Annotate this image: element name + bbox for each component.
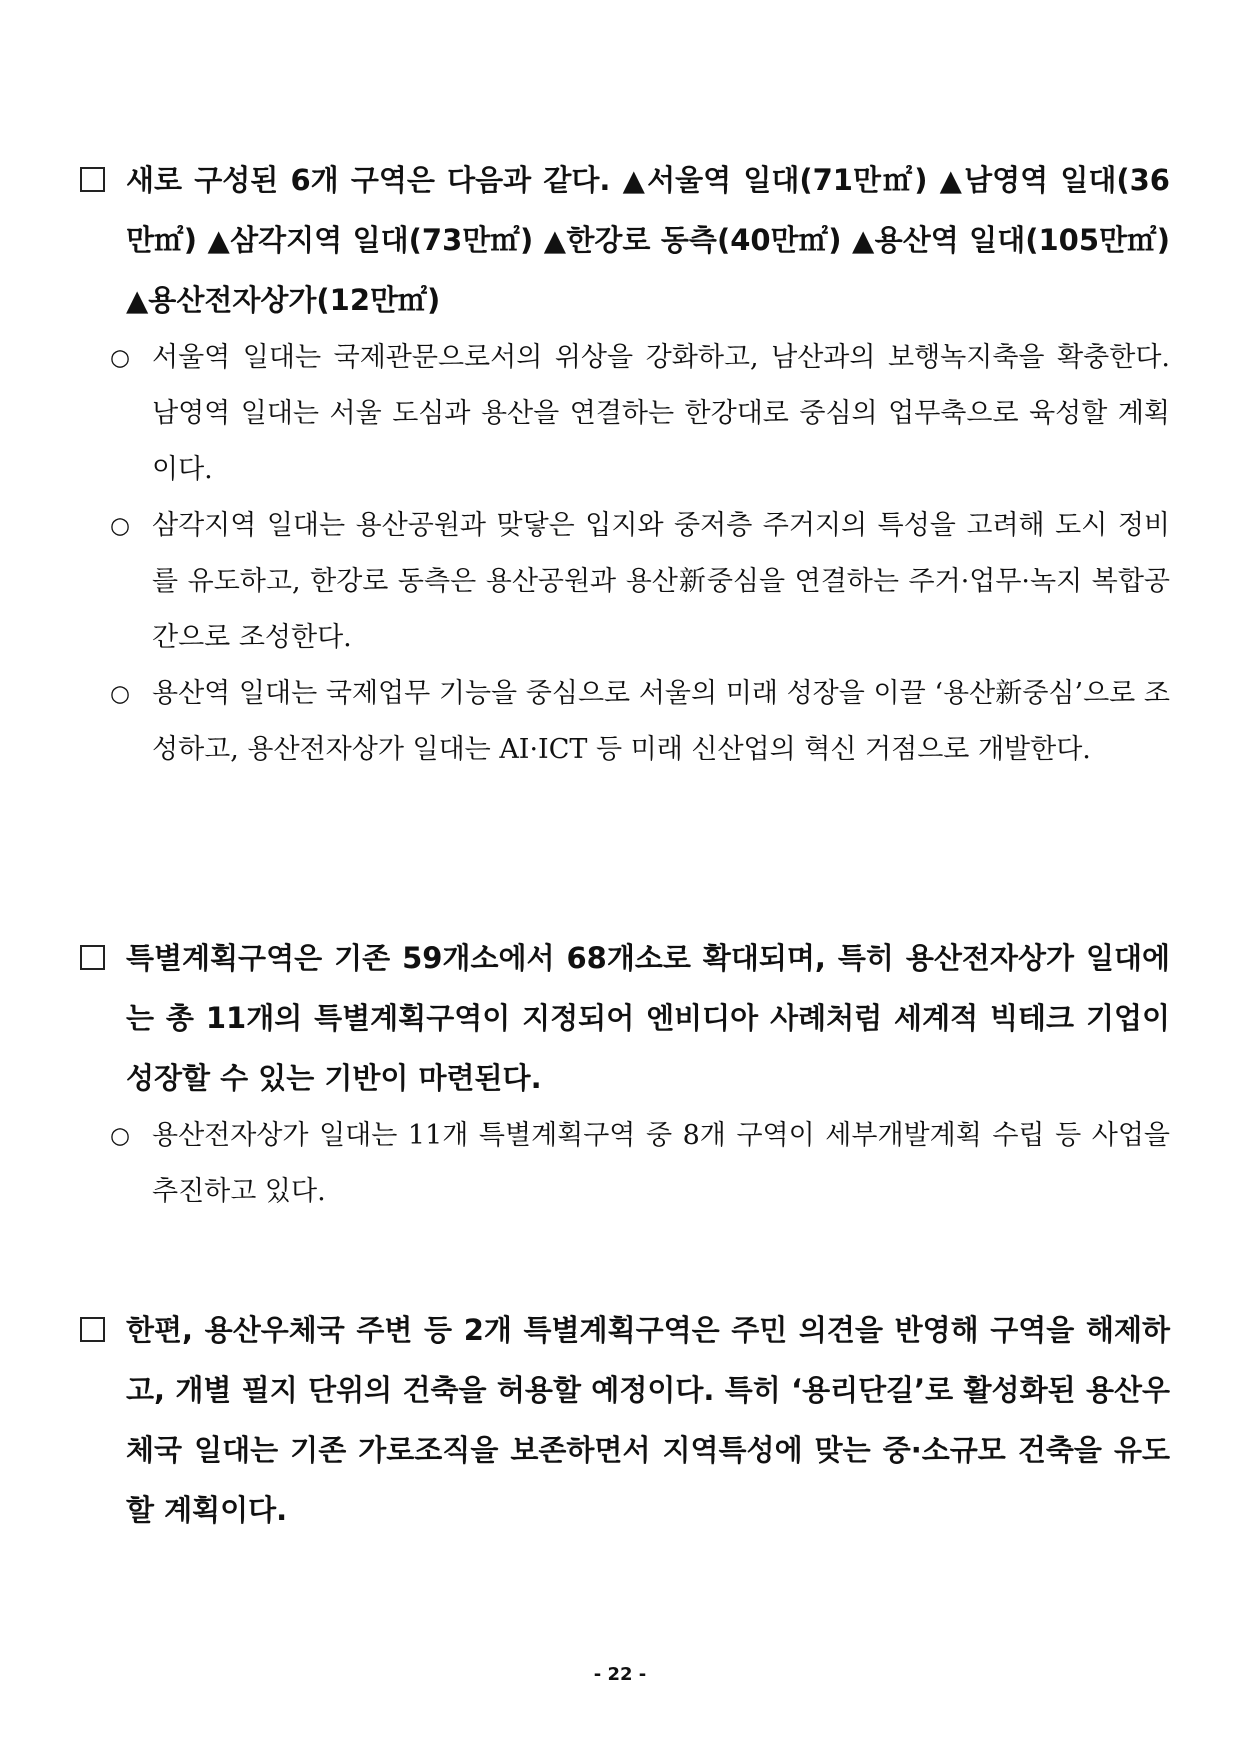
heading-text: 특별계획구역은 기존 59개소에서 68개소로 확대되며, 특히 용산전자상가 일대에는 총 11개의 특별계획구역이 지정되어 엔비디아 사례처럼 세계적 빅테크 기업이 성장할 수 있는 기반이 마련된다. xyxy=(126,941,1170,1095)
circle-bullet-icon: ○ xyxy=(110,345,131,371)
section-district-release xyxy=(80,1300,1170,1540)
bullet-item xyxy=(80,330,1170,498)
bullet-item xyxy=(80,666,1170,778)
section-heading xyxy=(80,150,1170,330)
bullet-text: 서울역 일대는 국제관문으로서의 위상을 강화하고, 남산과의 보행녹지축을 확충한다. 남영역 일대는 서울 도심과 용산을 연결하는 한강대로 중심의 업무축으로 육성할 계획이다. xyxy=(152,342,1170,485)
section-special-districts xyxy=(80,928,1170,1220)
section-districts xyxy=(80,150,1170,778)
section-heading xyxy=(80,928,1170,1108)
circle-bullet-icon: ○ xyxy=(110,681,131,707)
checkbox-square-icon xyxy=(80,167,105,192)
bullet-item xyxy=(80,1108,1170,1220)
bullet-item xyxy=(80,498,1170,666)
bullet-text: 삼각지역 일대는 용산공원과 맞닿은 입지와 중저층 주거지의 특성을 고려해 도시 정비를 유도하고, 한강로 동측은 용산공원과 용산新중심을 연결하는 주거·업무·녹지 복합공간으로 조성한다. xyxy=(152,510,1170,653)
circle-bullet-icon: ○ xyxy=(110,513,131,539)
heading-text: 한편, 용산우체국 주변 등 2개 특별계획구역은 주민 의견을 반영해 구역을 해제하고, 개별 필지 단위의 건축을 허용할 예정이다. 특히 ‘용리단길’로 활성화된 용산우체국 일대는 기존 가로조직을 보존하면서 지역특성에 맞는 중·소규모 건축을 유도할 계획이다. xyxy=(126,1313,1170,1527)
bullet-text: 용산전자상가 일대는 11개 특별계획구역 중 8개 구역이 세부개발계획 수립 등 사업을 추진하고 있다. xyxy=(152,1120,1170,1207)
page-number: - 22 - xyxy=(593,1664,647,1685)
checkbox-square-icon xyxy=(80,945,105,970)
circle-bullet-icon: ○ xyxy=(110,1123,131,1149)
checkbox-square-icon xyxy=(80,1317,105,1342)
bullet-text: 용산역 일대는 국제업무 기능을 중심으로 서울의 미래 성장을 이끌 ‘용산新중심’으로 조성하고, 용산전자상가 일대는 AI·ICT 등 미래 신산업의 혁신 거점으로 개발한다. xyxy=(152,678,1170,765)
section-heading xyxy=(80,1300,1170,1540)
heading-text: 새로 구성된 6개 구역은 다음과 같다. ▲서울역 일대(71만㎡) ▲남영역 일대(36만㎡) ▲삼각지역 일대(73만㎡) ▲한강로 동측(40만㎡) ▲용산역 일대(105만㎡) ▲용산전자상가(12만㎡) xyxy=(126,163,1170,317)
